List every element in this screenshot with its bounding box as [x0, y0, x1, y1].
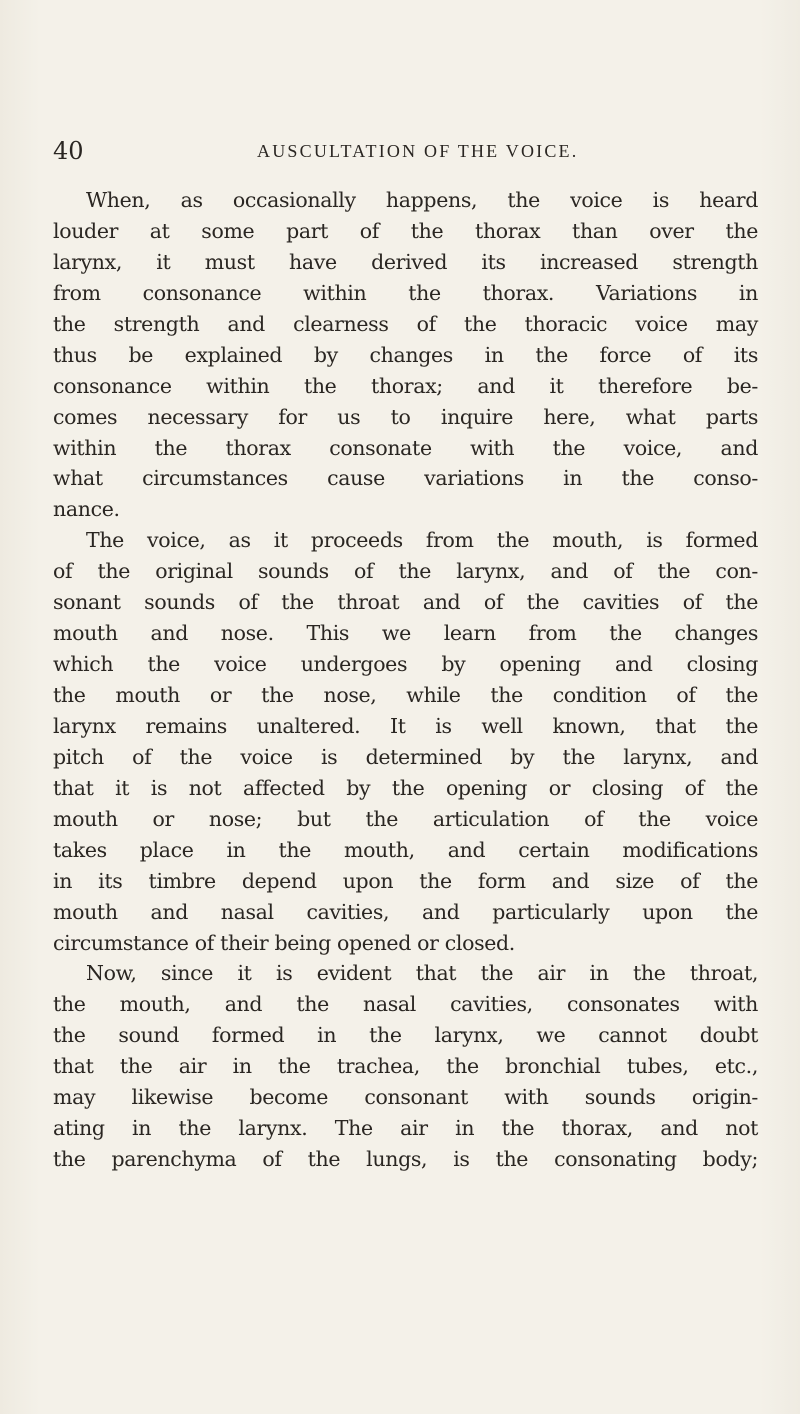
text-line: thus be explained by changes in the force of its: [53, 342, 758, 367]
running-head: AUSCULTATION OF THE VOICE.: [257, 141, 579, 161]
text-line: larynx, it must have derived its increased strength: [53, 249, 758, 274]
text-line: which the voice undergoes by opening and closing: [53, 652, 758, 677]
text-line: from consonance within the thorax. Variations in: [53, 280, 758, 305]
text-line: pitch of the voice is determined by the larynx, and: [53, 744, 758, 769]
text-line: When, as occasionally happens, the voice is heard: [86, 188, 758, 212]
body-text: [53, 185, 758, 1175]
text-line: what circumstances cause variations in the conso-: [53, 466, 758, 491]
paragraph-1: [53, 185, 758, 525]
text-line: takes place in the mouth, and certain modifications: [53, 837, 758, 862]
text-line: the mouth or the nose, while the condition of the: [53, 683, 758, 707]
text-line: nance.: [53, 497, 120, 522]
text-line: mouth or nose; but the articulation of the voice: [53, 806, 758, 831]
text-line: mouth and nose. This we learn from the changes: [53, 621, 758, 646]
paragraph-3: [53, 958, 758, 1175]
text-line: of the original sounds of the larynx, and of the con-: [53, 559, 758, 584]
text-line: mouth and nasal cavities, and particularly upon the: [53, 899, 758, 924]
page-header: [53, 137, 753, 177]
text-line: comes necessary for us to inquire here, what parts: [53, 404, 758, 429]
text-line: may likewise become consonant with sounds origin-: [53, 1085, 758, 1110]
text-line: the mouth, and the nasal cavities, consonates with: [53, 992, 758, 1017]
text-line: consonance within the thorax; and it therefore be-: [53, 373, 758, 398]
text-line: ating in the larynx. The air in the thorax, and not: [53, 1116, 758, 1141]
page-number: 40: [53, 137, 84, 165]
paragraph-2: [53, 525, 758, 958]
text-line: the parenchyma of the lungs, is the consonating body;: [53, 1147, 758, 1172]
text-line: the sound formed in the larynx, we cannot doubt: [53, 1023, 758, 1048]
text-line: louder at some part of the thorax than over the: [53, 218, 758, 243]
text-line: sonant sounds of the throat and of the cavities of the: [53, 590, 758, 615]
text-line: larynx remains unaltered. It is well known, that the: [53, 713, 758, 738]
text-line: within the thorax consonate with the voice, and: [53, 435, 758, 460]
text-line: the strength and clearness of the thoracic voice may: [53, 311, 758, 336]
text-line: The voice, as it proceeds from the mouth, is formed: [86, 528, 758, 553]
text-line: circumstance of their being opened or closed.: [53, 930, 515, 955]
text-line: Now, since it is evident that the air in the throat,: [86, 961, 758, 986]
text-line: that it is not affected by the opening or closing of the: [53, 775, 758, 800]
text-line: that the air in the trachea, the bronchial tubes, etc.,: [53, 1054, 758, 1079]
text-line: in its timbre depend upon the form and size of the: [53, 868, 758, 893]
